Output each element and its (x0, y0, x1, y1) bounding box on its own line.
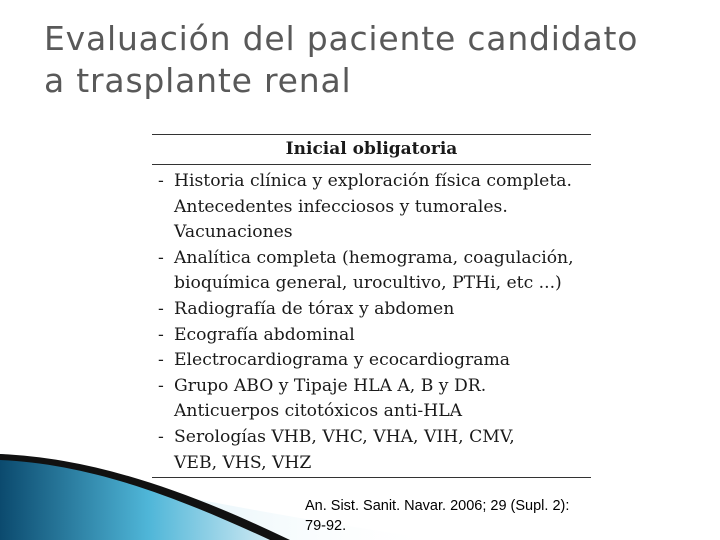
list-item-line: Anticuerpos citotóxicos anti-HLA (174, 401, 463, 422)
list-item-line: Grupo ABO y Tipaje HLA A, B y DR. (174, 375, 487, 396)
list-item-dash: - (158, 247, 164, 268)
list-item-dash: - (158, 324, 164, 345)
list-item-line: Serologías VHB, VHC, VHA, VIH, CMV, (174, 426, 515, 447)
list-item (152, 348, 591, 374)
citation-line-1: An. Sist. Sanit. Navar. 2006; 29 (Supl. 2): (305, 498, 570, 514)
list-item-line: Vacunaciones (174, 222, 293, 243)
list-item-dash: - (158, 298, 164, 319)
swoosh-blue-band (0, 454, 270, 540)
list-item (152, 297, 591, 323)
table-header: Inicial obligatoria (285, 139, 458, 159)
citation (300, 496, 660, 536)
list-item-line: Antecedentes infecciosos y tumorales. (174, 196, 508, 217)
list-item-line: Radiografía de tórax y abdomen (174, 298, 455, 319)
list-item-dash: - (158, 426, 164, 447)
list-item-line: VEB, VHS, VHZ (174, 452, 312, 473)
list-item-line: Historia clínica y exploración física completa. (174, 171, 572, 191)
list-item-dash: - (158, 350, 164, 371)
list-item (152, 323, 591, 349)
list-item-dash: - (158, 171, 164, 191)
list-item-line: Ecografía abdominal (174, 324, 355, 345)
list-item-line: Electrocardiograma y ecocardiograma (174, 350, 510, 371)
slide-title (44, 18, 704, 102)
slide-title-line-1: Evaluación del paciente candidato (44, 19, 639, 58)
requirement-list (152, 165, 591, 477)
citation-line-2: 79-92. (305, 518, 347, 534)
list-item (152, 169, 591, 246)
list-item (152, 246, 591, 297)
evaluation-table (152, 134, 591, 478)
list-item-line: bioquímica general, urocultivo, PTHi, etc ...) (174, 273, 562, 294)
list-item (152, 374, 591, 425)
slide-title-line-2: a trasplante renal (44, 61, 352, 100)
list-item-line: Analítica completa (hemograma, coagulación, (174, 247, 574, 268)
list-item-dash: - (158, 375, 164, 396)
